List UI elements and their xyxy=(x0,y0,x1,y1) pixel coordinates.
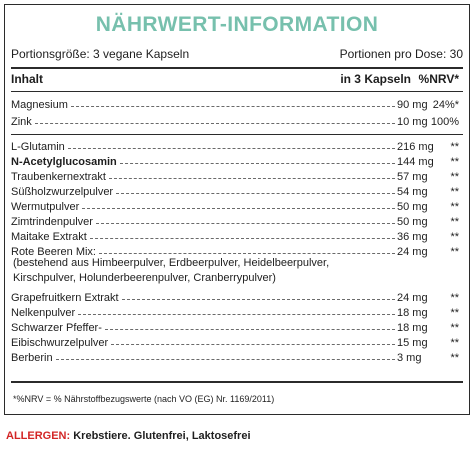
divider-minerals xyxy=(11,134,463,135)
nutrient-row xyxy=(11,155,463,170)
nutrient-name: Grapefruitkern Extrakt xyxy=(11,292,119,304)
nutrient-name: Süßholzwurzelpulver xyxy=(11,186,114,198)
dotted-leader xyxy=(82,208,395,209)
allergen-label: ALLERGEN: xyxy=(6,430,71,442)
nutrient-row xyxy=(11,291,463,306)
nutrient-nrv: ** xyxy=(450,231,459,243)
nutrient-amount: 24 mg xyxy=(397,292,428,304)
dotted-leader xyxy=(109,178,395,179)
servings-per-container: Portionen pro Dose: 30 xyxy=(339,47,463,61)
nutrient-nrv: 24%* xyxy=(432,99,459,111)
header-amount: in 3 Kapseln xyxy=(340,72,411,86)
nutrient-amount: 216 mg xyxy=(397,141,434,153)
dotted-leader xyxy=(122,299,395,300)
nutrient-lead xyxy=(11,306,395,321)
dotted-leader xyxy=(68,148,395,149)
nutrient-amount: 36 mg xyxy=(397,231,428,243)
nutrient-amount: 50 mg xyxy=(397,216,428,228)
nutrient-lead xyxy=(11,215,395,230)
serving-size: Portionsgröße: 3 vegane Kapseln xyxy=(11,47,190,61)
header-nrv: %NRV* xyxy=(418,72,459,86)
nutrient-nrv: ** xyxy=(450,352,459,364)
dotted-leader xyxy=(111,344,395,345)
nutrient-amount: 18 mg xyxy=(397,322,428,334)
column-header xyxy=(11,72,463,88)
nutrient-row xyxy=(11,170,463,185)
nutrient-nrv: ** xyxy=(450,322,459,334)
nutrient-name: Traubenkernextrakt xyxy=(11,171,106,183)
nutrient-row xyxy=(11,140,463,155)
nutrient-row xyxy=(11,336,463,351)
nutrient-nrv: ** xyxy=(450,292,459,304)
dotted-leader xyxy=(56,359,395,360)
berry-mix-note xyxy=(11,256,329,286)
nutrient-row xyxy=(11,185,463,200)
nutrient-row xyxy=(11,230,463,245)
dotted-leader xyxy=(96,223,395,224)
nutrient-amount: 18 mg xyxy=(397,307,428,319)
dotted-leader xyxy=(99,253,395,254)
dotted-leader xyxy=(105,329,395,330)
nutrient-nrv: ** xyxy=(450,156,459,168)
nutrition-panel xyxy=(4,4,470,415)
nutrient-name: Wermutpulver xyxy=(11,201,80,213)
nutrient-nrv: ** xyxy=(450,201,459,213)
nutrient-name: Schwarzer Pfeffer- xyxy=(11,322,102,334)
nutrient-row xyxy=(11,200,463,215)
nutrient-name: Zink xyxy=(11,116,32,128)
nutrient-row xyxy=(11,98,463,113)
nutrient-nrv: ** xyxy=(450,216,459,228)
nutrient-row xyxy=(11,115,463,130)
nutrient-row xyxy=(11,215,463,230)
nutrient-amount: 24 mg xyxy=(397,246,428,258)
dotted-leader xyxy=(120,163,395,164)
berry-mix-note-line: (bestehend aus Himbeerpulver, Erdbeerpulver, Heidelbeerpulver, xyxy=(13,257,330,269)
nutrient-lead xyxy=(11,185,395,200)
nutrient-name: Magnesium xyxy=(11,99,68,111)
panel-title: NÄHRWERT-INFORMATION xyxy=(95,13,379,36)
nutrient-lead xyxy=(11,230,395,245)
nutrient-name: Berberin xyxy=(11,352,53,364)
nutrient-amount: 10 mg xyxy=(397,116,428,128)
serving-info xyxy=(11,47,463,61)
dotted-leader xyxy=(78,314,395,315)
nutrient-lead xyxy=(11,321,395,336)
nutrient-name: Eibischwurzelpulver xyxy=(11,337,109,349)
nutrient-row xyxy=(11,351,463,366)
nutrient-name: Nelkenpulver xyxy=(11,307,76,319)
nutrient-amount: 3 mg xyxy=(397,352,422,364)
nutrient-amount: 15 mg xyxy=(397,337,428,349)
nutrient-name: N-Acetylglucosamin xyxy=(11,156,117,168)
nutrient-lead xyxy=(11,98,395,113)
allergen-text: Krebstiere. Glutenfrei, Laktosefrei xyxy=(73,430,251,442)
nutrient-nrv: ** xyxy=(450,337,459,349)
nutrient-nrv: ** xyxy=(450,307,459,319)
nutrient-lead xyxy=(11,291,395,306)
nutrient-nrv: ** xyxy=(450,246,459,258)
dotted-leader xyxy=(35,123,395,124)
nutrient-lead xyxy=(11,115,395,130)
footnote: *%NRV = % Nährstoffbezugswerte (nach VO (EG) Nr. 1169/2011) xyxy=(13,394,275,404)
nutrient-name: L-Glutamin xyxy=(11,141,65,153)
allergen-info xyxy=(6,430,251,442)
nutrient-lead xyxy=(11,140,395,155)
nutrient-row xyxy=(11,321,463,336)
nutrient-lead xyxy=(11,351,395,366)
nutrient-lead xyxy=(11,336,395,351)
nutrient-lead xyxy=(11,155,395,170)
nutrient-name: Rote Beeren Mix: xyxy=(11,246,96,258)
nutrient-amount: 50 mg xyxy=(397,201,428,213)
nutrient-amount: 57 mg xyxy=(397,171,428,183)
header-content: Inhalt xyxy=(11,72,43,86)
nutrient-nrv: ** xyxy=(450,186,459,198)
nutrient-lead xyxy=(11,170,395,185)
dotted-leader xyxy=(116,193,395,194)
divider-header xyxy=(11,91,463,92)
nutrient-name: Maitake Extrakt xyxy=(11,231,87,243)
nutrient-name: Zimtrindenpulver xyxy=(11,216,93,228)
nutrient-amount: 54 mg xyxy=(397,186,428,198)
berry-mix-note-line: Kirschpulver, Holunderbeerenpulver, Cranberrypulver) xyxy=(13,272,276,284)
nutrient-row xyxy=(11,306,463,321)
nutrient-nrv: ** xyxy=(450,141,459,153)
divider-bottom xyxy=(11,381,463,383)
dotted-leader xyxy=(71,106,395,107)
nutrient-amount: 90 mg xyxy=(397,99,428,111)
nutrient-nrv: 100% xyxy=(430,116,459,128)
nutrient-lead xyxy=(11,200,395,215)
nutrient-nrv: ** xyxy=(450,171,459,183)
nutrient-amount: 144 mg xyxy=(397,156,434,168)
dotted-leader xyxy=(90,238,395,239)
divider-top xyxy=(11,67,463,69)
